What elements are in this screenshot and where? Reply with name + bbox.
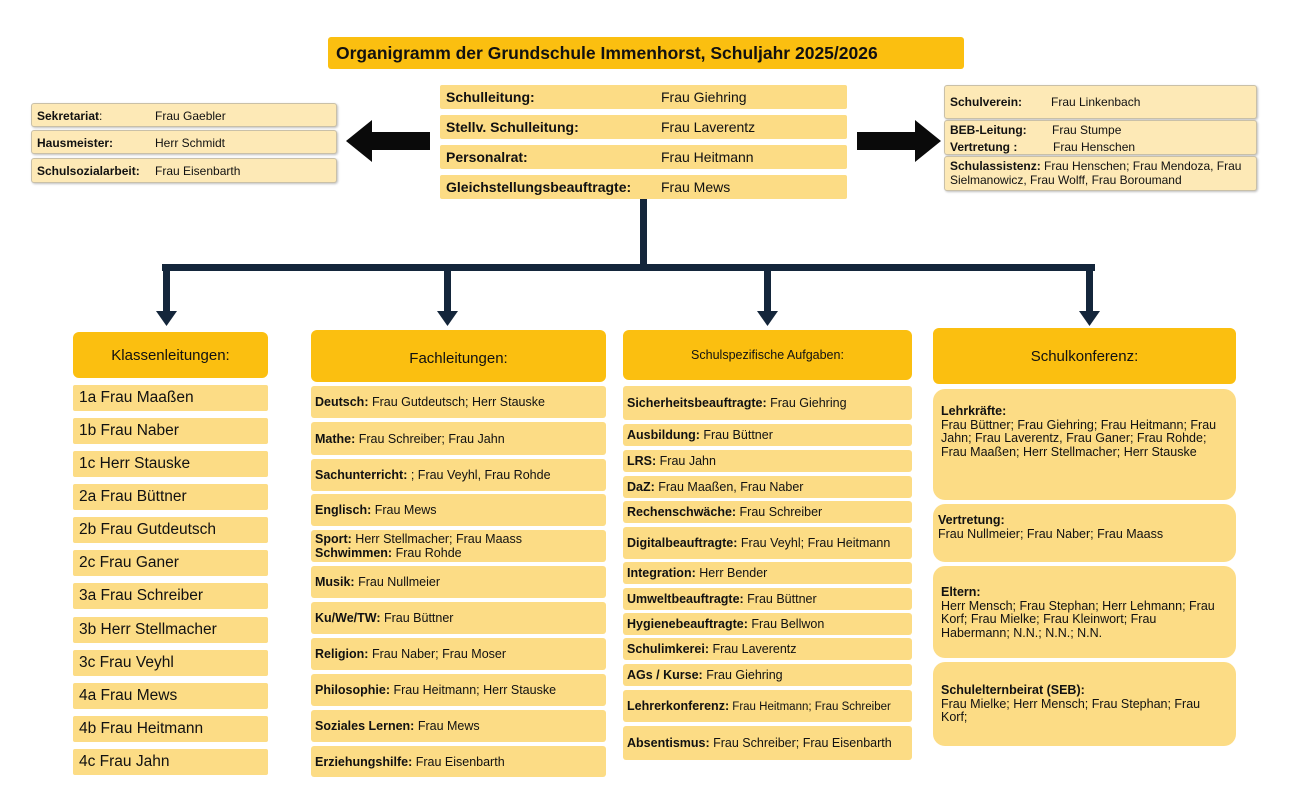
box-sekretariat: [31, 103, 337, 127]
header-schulspezifische-aufgaben: Schulspezifische Aufgaben:: [623, 330, 912, 380]
list-item: [623, 527, 912, 559]
role-label: Hygienebeauftragte:: [627, 617, 748, 631]
role-label: DaZ:: [627, 480, 655, 494]
person-names: Frau Rohde: [392, 546, 462, 560]
role-label: Vertretung:: [938, 513, 1005, 527]
person-names: Frau Heitmann; Herr Stauske: [390, 683, 557, 697]
person-names: Frau Giehring: [766, 396, 847, 410]
role-label: Erziehungshilfe:: [315, 754, 413, 769]
arrow-down-icon: [757, 311, 778, 326]
list-item: [311, 386, 606, 418]
role-label: Vertretung :: [950, 140, 1018, 154]
page-title: Organigramm der Grundschule Immenhorst, Schuljahr 2025/2026: [328, 37, 964, 69]
box-schulassistenz: [944, 156, 1257, 191]
list-item: [311, 530, 606, 562]
person-names: Frau Jahn: [656, 454, 716, 468]
role-label: Gleichstellungsbeauftragte:: [446, 179, 632, 195]
connector-drop: [444, 264, 451, 314]
list-item: [623, 726, 912, 760]
person-names: Frau Schreiber; Frau Eisenbarth: [709, 736, 892, 750]
role-label: Umweltbeauftragte:: [627, 592, 744, 606]
list-item: 4c Frau Jahn: [73, 749, 268, 775]
list-item: [623, 450, 912, 472]
person-names: Frau Mielke; Herr Mensch; Frau Stephan; Frau Korf;: [941, 696, 1201, 724]
role-label: Integration:: [627, 566, 696, 580]
list-item: [623, 690, 912, 722]
list-item: 3a Frau Schreiber: [73, 583, 268, 609]
role-label: Eltern:: [941, 585, 981, 599]
role-label: Sachunterricht:: [315, 468, 408, 482]
person-names: Frau Gutdeutsch; Herr Stauske: [368, 395, 545, 409]
list-item: [623, 562, 912, 584]
role-label: Schwimmen:: [315, 546, 393, 560]
role-label: AGs / Kurse:: [627, 668, 703, 682]
list-item: [311, 602, 606, 634]
role-suffix: :: [99, 109, 103, 123]
list-item: [933, 662, 1236, 746]
person-names: Frau Nullmeier: [354, 575, 441, 589]
box-hausmeister: [31, 130, 337, 154]
person-name: Herr Schmidt: [155, 136, 226, 150]
box-schulverein: [944, 85, 1257, 119]
list-item: 3b Herr Stellmacher: [73, 617, 268, 643]
role-label: Musik:: [315, 575, 355, 589]
list-item: [933, 389, 1236, 500]
role-label: Sicherheitsbeauftragte:: [627, 396, 767, 410]
list-item: [623, 638, 912, 660]
person-name: Frau Eisenbarth: [155, 164, 241, 178]
header-klassenleitungen: Klassenleitungen:: [73, 332, 268, 378]
list-item: 2a Frau Büttner: [73, 484, 268, 510]
list-item: 1c Herr Stauske: [73, 451, 268, 477]
person-name: Frau Giehring: [661, 89, 747, 105]
person-name: Frau Heitmann: [661, 149, 754, 165]
box-beb: [944, 120, 1257, 155]
list-item: [623, 664, 912, 686]
person-names: ; Frau Veyhl, Frau Rohde: [407, 468, 551, 482]
role-label: Hausmeister:: [37, 136, 114, 150]
role-label: Religion:: [315, 647, 369, 661]
list-item: 3c Frau Veyhl: [73, 650, 268, 676]
role-label: Schulverein:: [950, 95, 1023, 109]
list-item: [623, 588, 912, 610]
list-item: 4a Frau Mews: [73, 683, 268, 709]
role-label: Schulleitung:: [446, 89, 535, 105]
person-name: Frau Laverentz: [661, 119, 756, 135]
role-label: Stellv. Schulleitung:: [446, 119, 579, 135]
person-name: Frau Gaebler: [155, 109, 226, 123]
person-names: Frau Maaßen, Frau Naber: [654, 480, 804, 494]
connector-drop: [1086, 264, 1093, 314]
list-item: [933, 566, 1236, 658]
role-label: Rechenschwäche:: [627, 505, 737, 519]
role-label: LRS:: [627, 454, 657, 468]
person-names: Frau Nullmeier; Frau Naber; Frau Maass: [938, 526, 1164, 541]
list-item: 2b Frau Gutdeutsch: [73, 517, 268, 543]
person-names: Frau Giehring: [702, 668, 783, 682]
list-item: [623, 386, 912, 420]
role-label: Sport:: [315, 532, 352, 546]
list-item: [623, 501, 912, 523]
person-names: Frau Bellwon: [747, 617, 825, 631]
role-label: Ausbildung:: [627, 428, 700, 442]
role-label: Digitalbeauftragte:: [627, 536, 738, 550]
connector-drop: [163, 264, 170, 314]
list-item: [623, 424, 912, 446]
person-names: Frau Büttner; Frau Giehring; Frau Heitmann; Frau Jahn; Frau Laverentz, Frau Ganer; Frau Rohde; Frau Maaßen; Herr Stellmacher; Herr Stauske: [941, 417, 1217, 459]
person-names: Herr Bender: [695, 566, 768, 580]
person-names: Frau Schreiber; Frau Jahn: [355, 431, 505, 446]
person-names: Frau Büttner: [699, 428, 773, 442]
role-label: Schulsozialarbeit:: [37, 164, 140, 178]
header-fachleitungen: Fachleitungen:: [311, 330, 606, 382]
box-schulsozialarbeit: [31, 158, 337, 183]
role-label: Absentismus:: [627, 736, 710, 750]
header-schulkonferenz: Schulkonferenz:: [933, 328, 1236, 384]
role-label: [37, 109, 102, 123]
list-item: 1a Frau Maaßen: [73, 385, 268, 411]
role-label: Schulimkerei:: [627, 642, 709, 656]
arrow-down-icon: [1079, 311, 1100, 326]
person-names: Frau Veyhl; Frau Heitmann: [737, 536, 891, 550]
role-label: Personalrat:: [446, 149, 528, 165]
person-names: Frau Henschen; Frau Mendoza, Frau Sielmanowicz, Frau Wolff, Frau Boroumand: [950, 159, 1242, 187]
list-item: [311, 638, 606, 670]
leadership-row-stellvertretung: [440, 115, 847, 139]
arrow-down-icon: [437, 311, 458, 326]
list-item: [311, 459, 606, 491]
list-item: 4b Frau Heitmann: [73, 716, 268, 742]
role-label: Schulelternbeirat (SEB):: [941, 683, 1085, 697]
list-item: [311, 566, 606, 598]
person-names: Frau Eisenbarth: [412, 754, 505, 769]
person-name: Frau Henschen: [1053, 140, 1136, 154]
list-item: [311, 746, 606, 777]
connector-drop: [764, 264, 771, 314]
connector-horizontal: [162, 264, 1095, 271]
list-item: [311, 422, 606, 455]
role-label: Ku/We/TW:: [315, 611, 381, 625]
person-names: Herr Mensch; Frau Stephan; Herr Lehmann; Frau Korf; Frau Mielke; Frau Kleinwort; Frau Habermann; N.N.; N.N.; N.N.: [941, 598, 1215, 640]
role-label: Lehrkräfte:: [941, 404, 1007, 418]
arrow-left-icon: [346, 120, 430, 162]
person-name: Frau Stumpe: [1052, 123, 1122, 137]
role-label: Lehrerkonferenz:: [627, 699, 730, 713]
person-names: Frau Büttner: [380, 611, 454, 625]
leadership-row-gleichstellung: [440, 175, 847, 199]
arrow-down-icon: [156, 311, 177, 326]
role-label: Englisch:: [315, 503, 372, 517]
arrow-right-icon: [857, 120, 941, 162]
role-text: Sekretariat: [37, 109, 100, 123]
person-name: Frau Mews: [661, 179, 731, 195]
person-names: Frau Laverentz: [708, 642, 797, 656]
role-label: Soziales Lernen:: [315, 719, 415, 733]
list-item: 2c Frau Ganer: [73, 550, 268, 576]
person-names: Frau Büttner: [743, 592, 817, 606]
list-item: [623, 613, 912, 635]
list-item: 1b Frau Naber: [73, 418, 268, 444]
person-names: Frau Heitmann; Frau Schreiber: [729, 701, 891, 713]
list-item: [623, 476, 912, 498]
role-label: Mathe:: [315, 431, 356, 446]
leadership-row-personalrat: [440, 145, 847, 169]
person-names: Frau Naber; Frau Moser: [368, 647, 507, 661]
role-label: Philosophie:: [315, 683, 390, 697]
person-names: Herr Stellmacher; Frau Maass: [351, 532, 522, 546]
role-label: BEB-Leitung:: [950, 123, 1027, 137]
person-names: Frau Mews: [414, 719, 480, 733]
list-item: [311, 674, 606, 706]
role-label: Schulassistenz:: [950, 159, 1041, 173]
leadership-row-schulleitung: [440, 85, 847, 109]
person-name: Frau Linkenbach: [1051, 95, 1141, 109]
list-item: [933, 504, 1236, 562]
person-names: Frau Schreiber: [736, 505, 823, 519]
list-item: [311, 710, 606, 742]
person-names: Frau Mews: [371, 503, 437, 517]
connector-vertical: [640, 199, 647, 271]
role-label: Deutsch:: [315, 395, 369, 409]
list-item: [311, 494, 606, 526]
